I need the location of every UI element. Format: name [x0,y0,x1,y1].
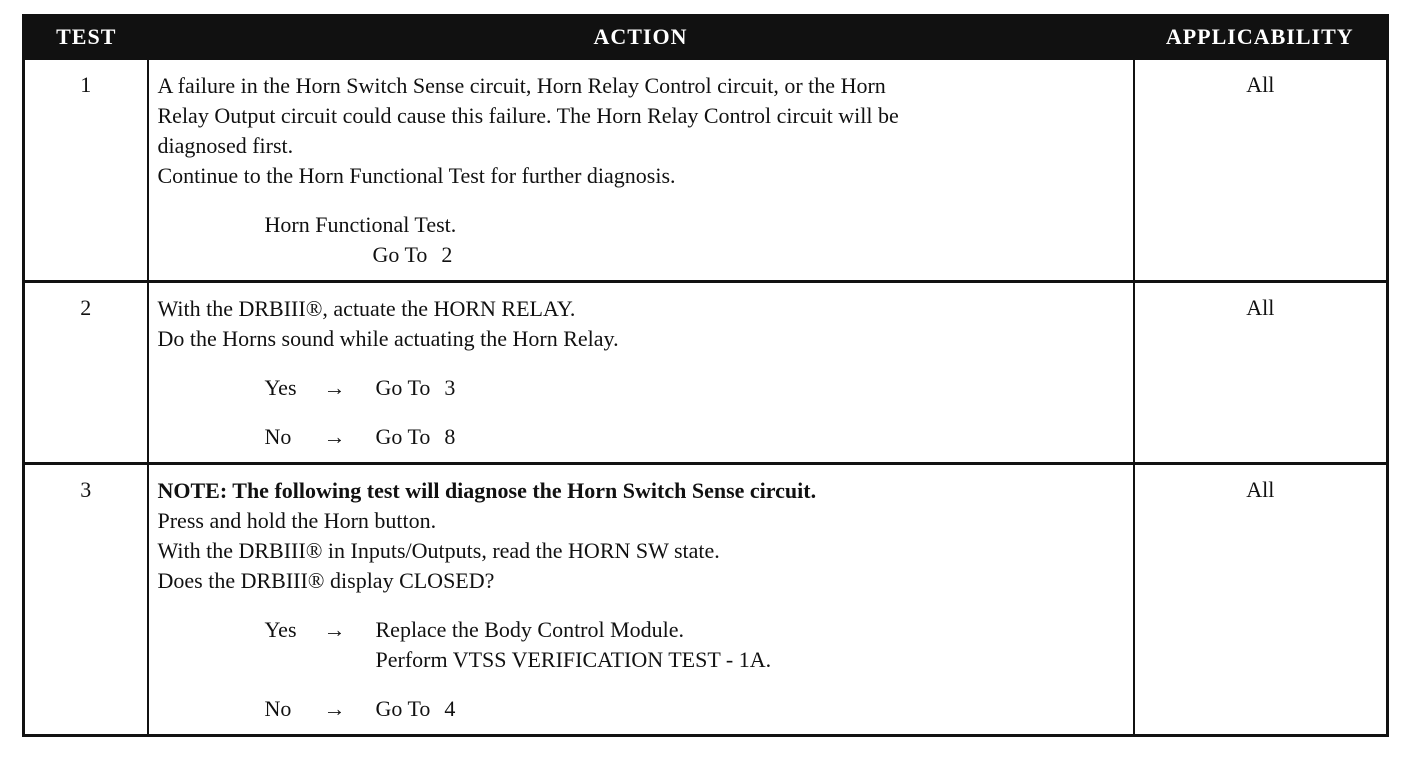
goto-instruction [376,373,456,403]
answer-label: Yes [264,375,297,400]
sub-heading: Horn Functional Test. [264,212,457,237]
header-applicability: APPLICABILITY [1134,16,1388,59]
action-text: With the DRBIII® in Inputs/Outputs, read the HORN SW state. [157,538,720,563]
response-no [158,694,1125,724]
answer-label: No [264,424,292,449]
right-arrow-icon: → [323,696,346,721]
goto-label: Go To [375,375,431,400]
action-text: Do the Horns sound while actuating the Horn Relay. [157,326,619,351]
response-yes [158,615,1125,675]
response-no [158,422,1125,452]
table-row [24,464,1388,736]
outcome-text [376,615,772,675]
header-action: ACTION [148,16,1134,59]
goto-instruction [376,422,456,452]
action-text: A failure in the Horn Switch Sense circuit, Horn Relay Control circuit, or the Horn [157,73,886,98]
table-row [24,282,1388,464]
header-test: TEST [24,16,148,59]
action-text: With the DRBIII®, actuate the HORN RELAY. [157,296,576,321]
right-arrow-icon: → [323,375,346,400]
goto-number: 4 [444,696,456,721]
outcome-line: Perform VTSS VERIFICATION TEST - 1A. [375,647,772,672]
goto-number: 3 [444,375,456,400]
action-text: Press and hold the Horn button. [157,508,437,533]
note-text: NOTE: The following test will diagnose the Horn Switch Sense circuit. [157,478,817,503]
table-header-row [24,16,1388,59]
goto-instruction [158,240,1125,270]
action-text: Relay Output circuit could cause this failure. The Horn Relay Control circuit will be [157,103,899,128]
goto-label: Go To [372,242,428,267]
action-cell [148,282,1134,464]
answer-label: No [264,696,292,721]
goto-label: Go To [375,424,431,449]
goto-number: 8 [444,424,456,449]
table-row [24,59,1388,282]
goto-instruction [376,694,456,724]
diagnostic-table [22,14,1389,737]
action-text: Continue to the Horn Functional Test for further diagnosis. [157,163,676,188]
test-number: 2 [24,282,148,464]
response-yes [158,373,1125,403]
applicability-value: All [1134,464,1388,736]
action-cell [148,59,1134,282]
goto-label: Go To [375,696,431,721]
action-text: Does the DRBIII® display CLOSED? [157,568,495,593]
goto-number: 2 [441,242,453,267]
action-cell [148,464,1134,736]
answer-label: Yes [264,617,297,642]
test-number: 3 [24,464,148,736]
test-number: 1 [24,59,148,282]
right-arrow-icon: → [323,617,346,642]
action-text: diagnosed first. [157,133,294,158]
outcome-line: Replace the Body Control Module. [375,617,685,642]
applicability-value: All [1134,59,1388,282]
right-arrow-icon: → [323,424,346,449]
applicability-value: All [1134,282,1388,464]
